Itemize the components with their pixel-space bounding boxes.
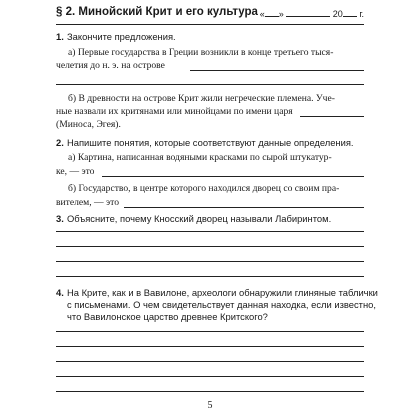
section-title: § 2. Минойский Крит и его культура: [56, 6, 258, 18]
task-4-answer-line-1[interactable]: [56, 331, 364, 332]
task-2b-line-2: вителем, — это: [56, 197, 120, 208]
task-4-line-1: На Крите, как и в Вавилоне, археологи обнаружили глиняные таблички: [67, 287, 378, 298]
task-4-number: 4.: [56, 287, 64, 298]
task-4-line-2: с письменами. О чем свидетельствует данная находка, если известно,: [67, 299, 376, 310]
date-day-blank[interactable]: [265, 8, 279, 17]
task-1b-line-3: (Миноса, Эгея).: [56, 119, 121, 130]
task-1a-line-1: а) Первые государства в Греции возникли в конце третьего тыся-: [68, 47, 334, 58]
task-1b-line-2: ные назвали их критянами или минойцами по имени царя: [56, 106, 293, 117]
date-field: [260, 8, 364, 19]
task-4-line-3: что Вавилонское царство древнее Критского?: [67, 311, 268, 322]
task-4-answer-line-4[interactable]: [56, 376, 364, 377]
task-1-number: 1.: [56, 31, 64, 42]
date-close-quote: »: [278, 9, 284, 19]
task-3-answer-line-3[interactable]: [56, 261, 364, 262]
task-3-answer-line-4[interactable]: [56, 276, 364, 277]
task-2b-line-1: б) Государство, в центре которого находился дворец со своим пра-: [68, 183, 340, 194]
task-2-prompt: Напишите понятия, которые соответствуют данные определения.: [67, 137, 354, 148]
date-open-quote: «: [259, 9, 265, 19]
task-2b-answer-line[interactable]: [124, 207, 364, 208]
task-1b-answer-line[interactable]: [300, 116, 364, 117]
date-year-blank[interactable]: [343, 8, 357, 17]
task-2a-line-2: ке, — это: [56, 166, 95, 177]
task-4-answer-line-5[interactable]: [56, 391, 364, 392]
task-1a-answer-line[interactable]: [190, 70, 364, 71]
date-suffix: г.: [359, 9, 364, 19]
task-4-answer-line-3[interactable]: [56, 361, 364, 362]
page-header: [56, 6, 364, 25]
task-3-answer-line-1[interactable]: [56, 231, 364, 232]
task-1b-line-1: б) В древности на острове Крит жили негреческие племена. Уче-: [68, 93, 335, 104]
date-month-blank[interactable]: [286, 8, 330, 17]
task-2a-answer-line[interactable]: [102, 176, 364, 177]
task-4-answer-line-2[interactable]: [56, 346, 364, 347]
task-3-prompt: Объясните, почему Кносский дворец называли Лабиринтом.: [67, 213, 332, 224]
task-1a-answer-line-2[interactable]: [56, 84, 364, 85]
task-1-prompt: Закончите предложения.: [67, 31, 176, 42]
task-3-answer-line-2[interactable]: [56, 246, 364, 247]
page-number: 5: [207, 400, 213, 411]
task-1a-line-2: челетия до н. э. на острове: [56, 60, 165, 71]
task-3-number: 3.: [56, 213, 64, 224]
task-2a-line-1: а) Картина, написанная водяными красками по сырой штукатур-: [68, 152, 332, 163]
date-year: 20: [332, 9, 343, 19]
task-2-number: 2.: [56, 137, 64, 148]
